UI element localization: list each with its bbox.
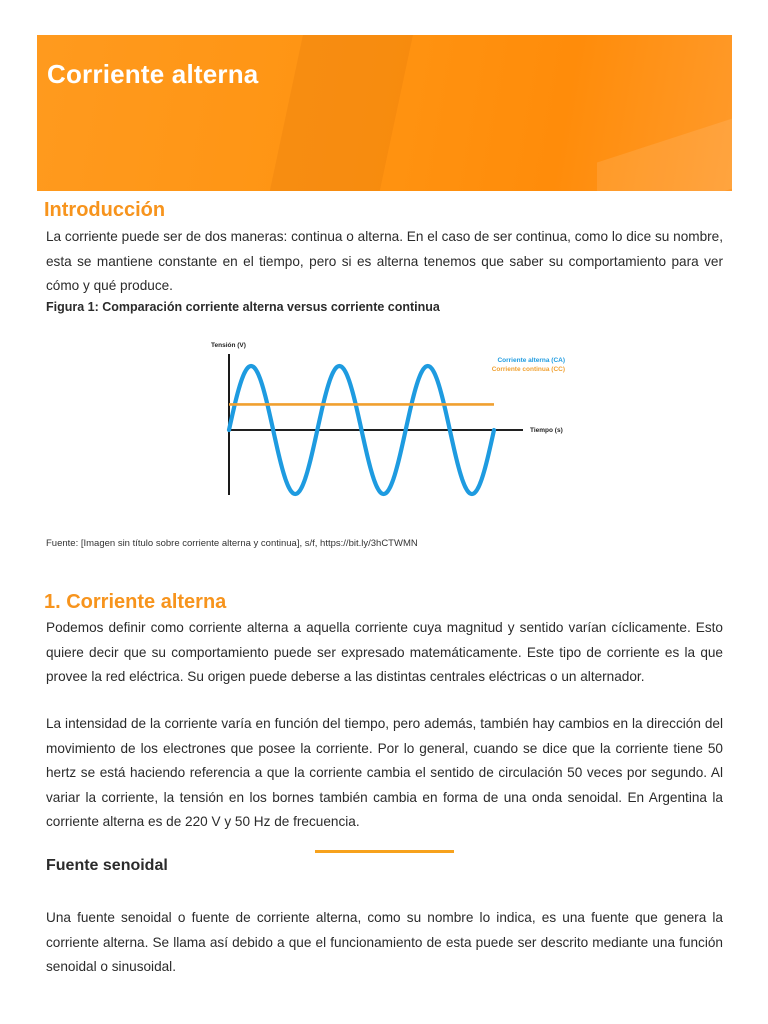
figure-caption: Figura 1: Comparación corriente alterna versus corriente continua xyxy=(46,300,440,314)
section-paragraph-2: La intensidad de la corriente varía en función del tiempo, pero además, también hay cambios en la dirección del movimiento de los electrones que posee la corriente. Por lo general, cuando se dice que la corriente tiene 50 hertz se está haciendo referencia a que la corriente cambia el sentido de circulación 50 veces por segundo. Al variar la corriente, la tensión en los bornes también cambia en forma de una onda senoidal. En Argentina la corriente alterna es de 220 V y 50 Hz de frecuencia. xyxy=(46,716,723,829)
subsection-heading: Fuente senoidal xyxy=(46,857,168,874)
figure-source: Fuente: [Imagen sin título sobre corriente alterna y continua], s/f, https://bit.ly/3hCTWMN xyxy=(46,538,418,549)
section-heading: 1. Corriente alterna xyxy=(44,591,227,613)
banner-decoration xyxy=(597,98,732,191)
header-banner xyxy=(37,35,732,191)
section-paragraph-1: Podemos definir como corriente alterna a aquella corriente cuya magnitud y sentido varían cíclicamente. Esto quiere decir que su comportamiento puede ser expresado matemáticamente. Este tipo de corriente es la que provee la red eléctrica. Su origen puede deberse a las distintas centrales eléctricas o un alternador. xyxy=(46,620,723,684)
ac-dc-chart xyxy=(200,330,590,505)
intro-paragraph: La corriente puede ser de dos maneras: continua o alterna. En el caso de ser continua, como lo dice su nombre, esta se mantiene constante en el tiempo, pero si es alterna tenemos que saber su comportamiento para ver cómo y qué produce. xyxy=(46,229,723,293)
banner-decoration xyxy=(267,35,417,191)
subsection-paragraph: Una fuente senoidal o fuente de corriente alterna, como su nombre lo indica, es una fuente que genera la corriente alterna. Se llama así debido a que el funcionamiento de esta puede ser descrito mediante una función senoidal o sinusoidal. xyxy=(46,910,723,974)
x-axis-label: Tiempo (s) xyxy=(530,427,563,434)
legend-ac: Corriente alterna (CA) xyxy=(497,357,565,364)
legend-dc: Corriente continua (CC) xyxy=(491,366,565,373)
page-title: Corriente alterna xyxy=(47,59,259,89)
section-divider xyxy=(315,850,454,853)
y-axis-label: Tensión (V) xyxy=(211,342,246,349)
intro-heading: Introducción xyxy=(44,199,166,221)
